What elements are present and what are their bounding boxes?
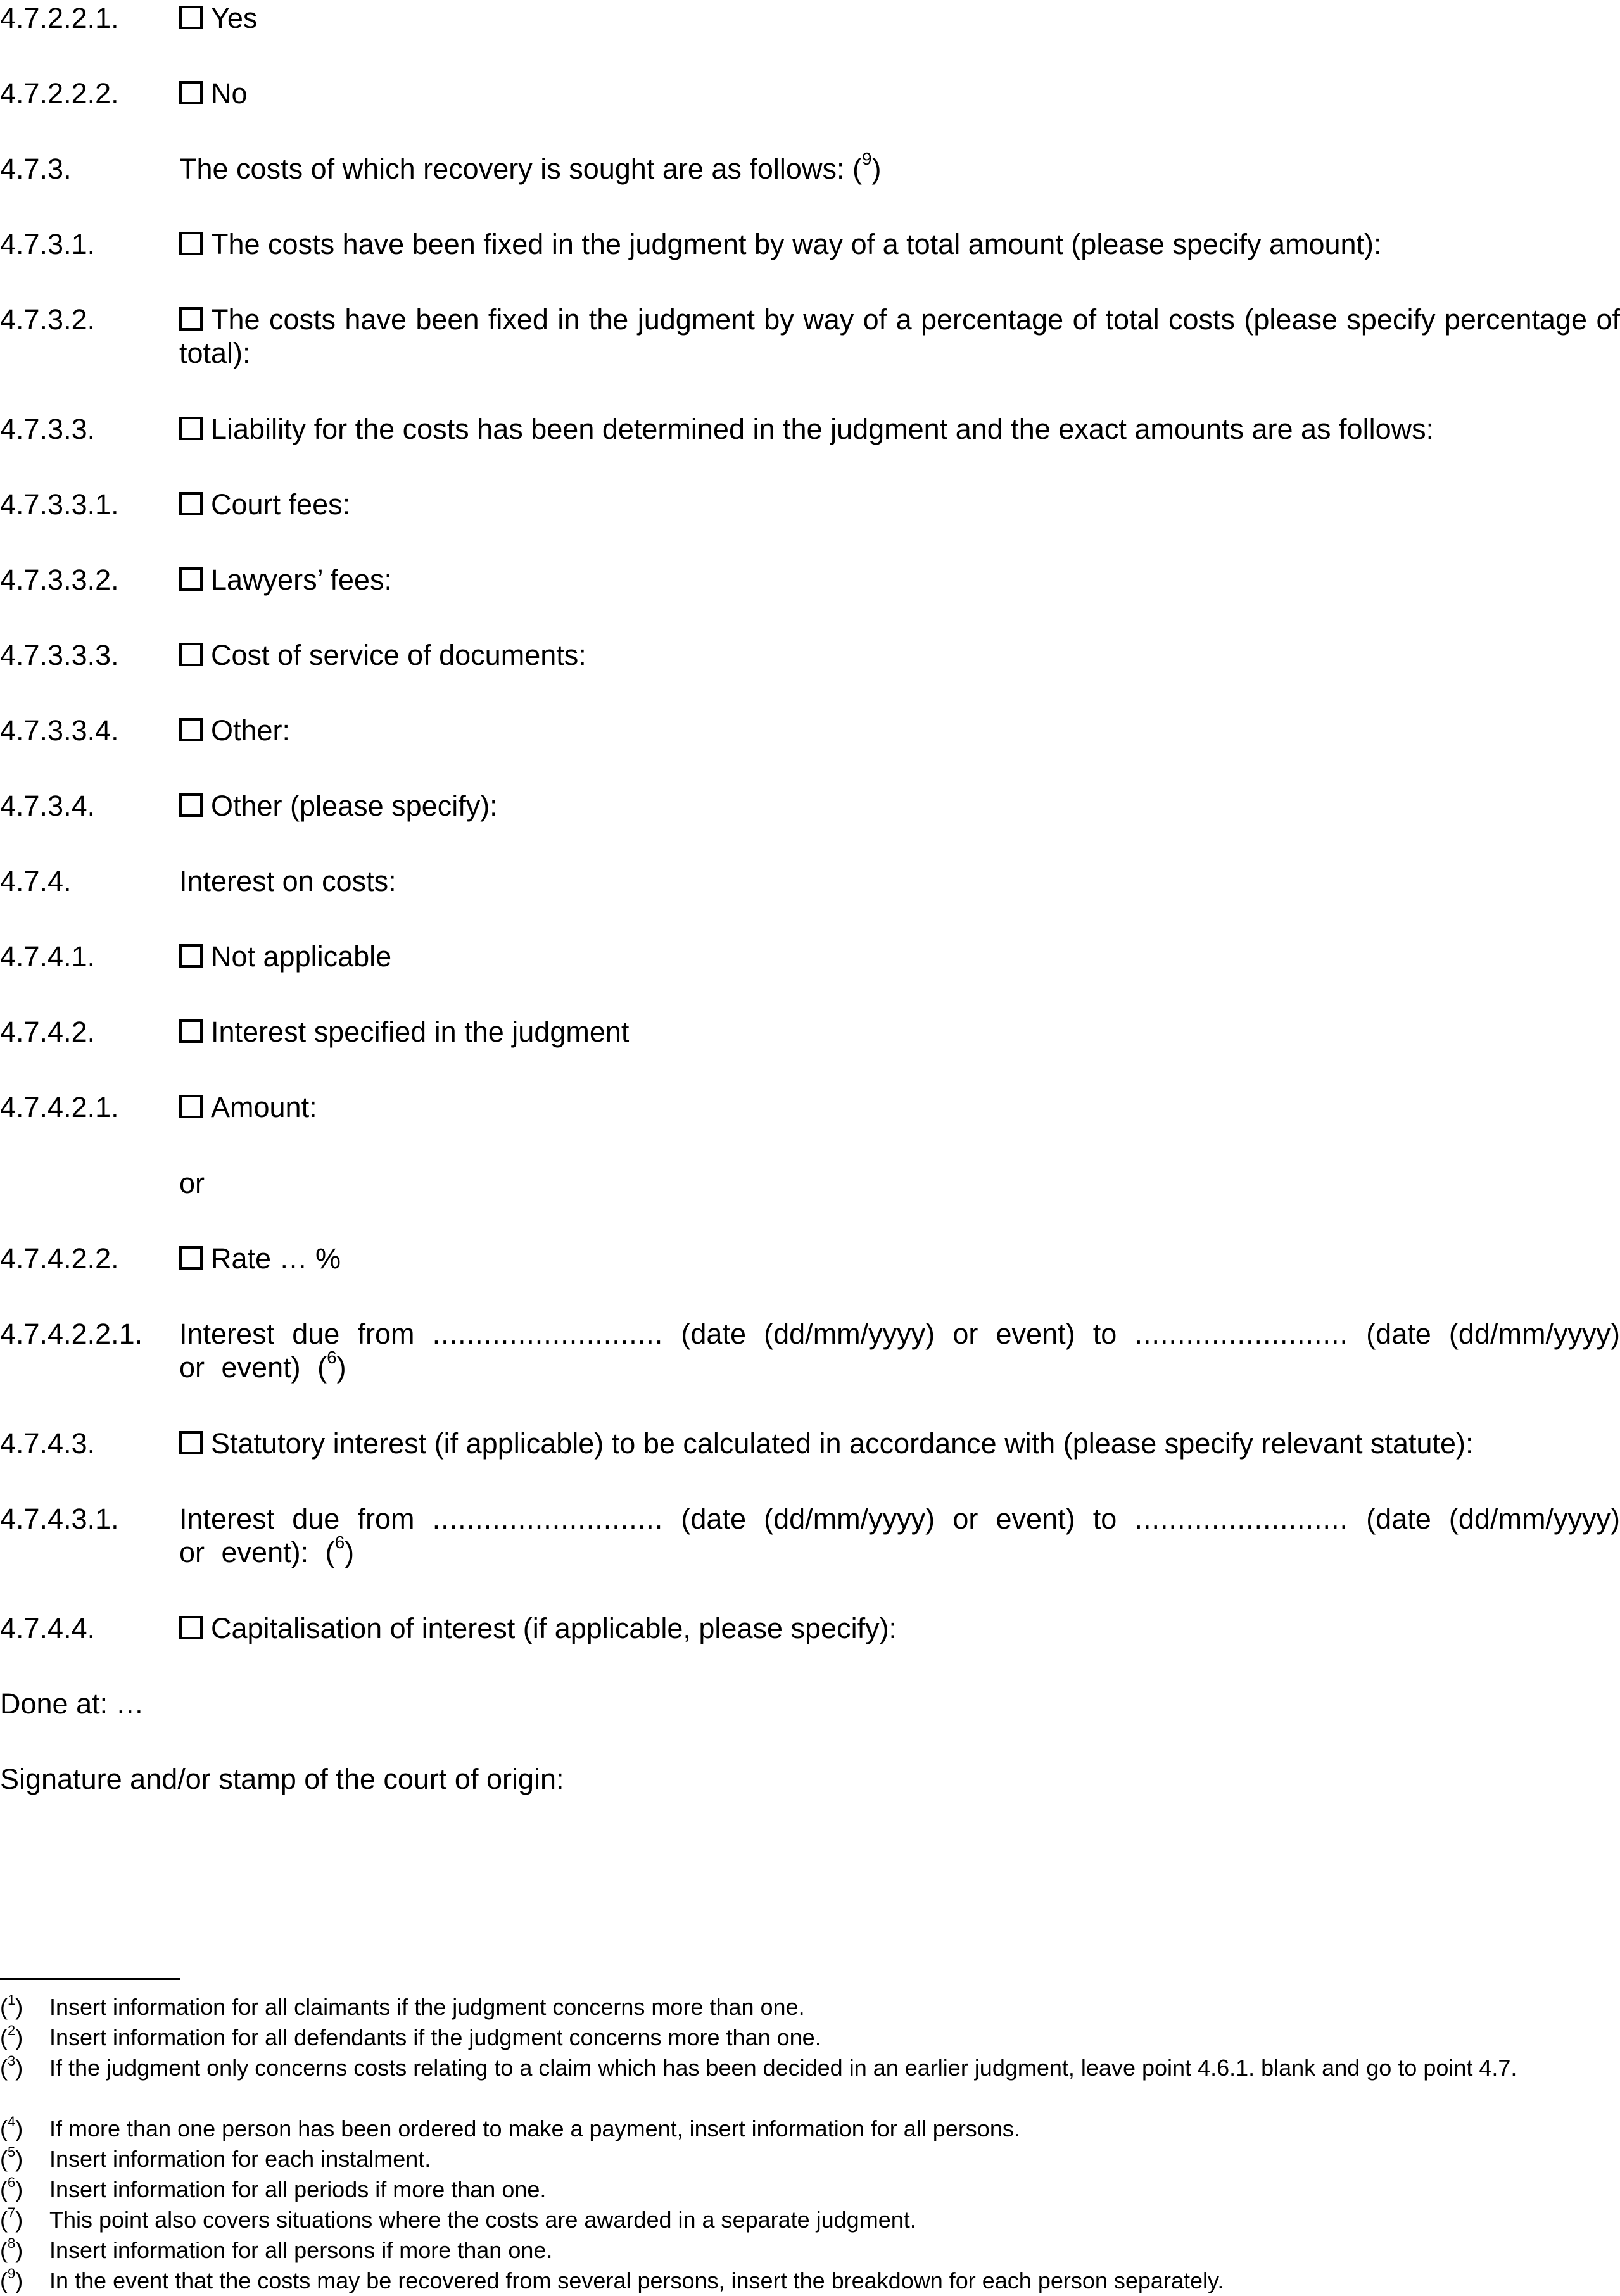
item-text: The costs have been fixed in the judgment by way of a percentage of total costs (please specify percentage of total): — [179, 303, 1620, 369]
footnote-mark: ($^4$) — [0, 2114, 23, 2141]
footnote-ref[interactable]: 6 — [334, 1532, 345, 1552]
item-text: Interest specified in the judgment — [211, 1016, 630, 1048]
footnote-mark: ($^6$) — [0, 2174, 23, 2202]
footnote-mark: ($^9$) — [0, 2266, 23, 2293]
item-number: 4.7.3.4. — [0, 790, 96, 822]
footnote-mark: ($^1$) — [0, 1992, 23, 2020]
item-number: 4.7.3. — [0, 153, 72, 185]
date-from-blank[interactable]: ........................... — [432, 1503, 664, 1535]
item-text: Amount: — [211, 1091, 317, 1123]
footnote-mark: ($^3$) — [0, 2053, 23, 2081]
footnote-separator — [0, 1978, 180, 1980]
item-text: Other (please specify): — [211, 790, 498, 822]
checkbox-other[interactable] — [179, 718, 203, 741]
checkbox-yes[interactable] — [179, 6, 203, 29]
checkbox-not-applicable[interactable] — [179, 944, 203, 968]
footnote-mark: ($^5$) — [0, 2144, 23, 2172]
item-text: Cost of service of documents: — [211, 639, 586, 671]
item-text: No — [211, 77, 248, 110]
item-text: Capitalisation of interest (if applicable, please specify): — [211, 1612, 897, 1644]
date-from-blank[interactable]: ........................... — [432, 1318, 664, 1350]
item-text: Yes — [211, 2, 258, 34]
checkbox-other-specify[interactable] — [179, 793, 203, 817]
item-number: 4.7.3.3. — [0, 413, 96, 445]
checkbox-amount[interactable] — [179, 1095, 203, 1118]
footnote-text: Insert information for all persons if more than one. — [49, 2237, 553, 2263]
item-number: 4.7.3.3.1. — [0, 488, 119, 520]
paren-close: ) — [871, 153, 882, 185]
item-number: 4.7.4. — [0, 865, 72, 897]
footnote-text: Insert information for all claimants if the judgment concerns more than one. — [49, 1994, 805, 2020]
checkbox-liability[interactable] — [179, 417, 203, 440]
item-number: 4.7.4.1. — [0, 940, 96, 973]
done-at-text: Done at: … — [0, 1687, 144, 1720]
footnote-text: This point also covers situations where the costs are awarded in a separate judgment. — [49, 2207, 916, 2233]
item-text: Interest due from — [179, 1503, 415, 1535]
footnote-text: Insert information for all defendants if the judgment concerns more than one. — [49, 2024, 821, 2050]
footnote-text: Insert information for each instalment. — [49, 2146, 431, 2172]
item-text: Other: — [211, 714, 291, 747]
footnote-text: Insert information for all periods if more than one. — [49, 2176, 547, 2202]
footnote-text: In the event that the costs may be recovered from several persons, insert the breakdown for each person separately. — [49, 2268, 1224, 2293]
footnote-text: If the judgment only concerns costs relating to a claim which has been decided in an earlier judgment, leave point 4.6.1. blank and go to point 4.7. — [49, 2055, 1517, 2081]
item-number: 4.7.4.2.1. — [0, 1091, 119, 1123]
item-text: The costs have been fixed in the judgment by way of a total amount (please specify amount): — [211, 228, 1382, 260]
item-number: 4.7.3.3.4. — [0, 714, 119, 747]
item-number: 4.7.4.2.2. — [0, 1242, 119, 1275]
item-end-text: (date (dd/mm/yyyy) or event) ( — [179, 1318, 1620, 1384]
item-text: Interest due from — [179, 1318, 415, 1350]
checkbox-rate[interactable] — [179, 1246, 203, 1270]
item-text: Court fees: — [211, 488, 351, 520]
checkbox-service-cost[interactable] — [179, 643, 203, 666]
checkbox-statutory-interest[interactable] — [179, 1431, 203, 1454]
item-number: 4.7.4.2.2.1. — [0, 1318, 143, 1350]
checkbox-capitalisation[interactable] — [179, 1616, 203, 1639]
item-end-text: (date (dd/mm/yyyy) or event): ( — [179, 1503, 1620, 1568]
date-to-blank[interactable]: ......................... — [1134, 1318, 1349, 1350]
paren-close: ) — [345, 1536, 355, 1568]
item-text: Liability for the costs has been determined in the judgment and the exact amounts are as follows: — [211, 413, 1434, 445]
item-text: Rate … % — [211, 1242, 341, 1275]
footnote-ref[interactable]: 6 — [327, 1347, 337, 1367]
checkbox-lawyers-fees[interactable] — [179, 567, 203, 591]
paren-close: ) — [336, 1351, 346, 1384]
item-number: 4.7.3.1. — [0, 228, 96, 260]
item-mid-text: (date (dd/mm/yyyy) or event) to — [681, 1503, 1117, 1535]
item-number: 4.7.3.3.3. — [0, 639, 119, 671]
footnote-ref[interactable]: 9 — [861, 149, 872, 168]
item-text: The costs of which recovery is sought are as follows: ( — [179, 153, 862, 185]
item-number: 4.7.2.2.2. — [0, 77, 119, 110]
item-number: 4.7.4.4. — [0, 1612, 96, 1644]
item-text: Lawyers’ fees: — [211, 564, 392, 596]
item-number: 4.7.3.3.2. — [0, 564, 119, 596]
signature-text: Signature and/or stamp of the court of origin: — [0, 1763, 564, 1795]
item-number: 4.7.2.2.1. — [0, 2, 119, 34]
item-number: 4.7.4.3.1. — [0, 1503, 119, 1535]
checkbox-total-amount[interactable] — [179, 232, 203, 255]
item-text: Statutory interest (if applicable) to be calculated in accordance with (please specify relevant statute): — [211, 1427, 1474, 1460]
item-text: Interest on costs: — [179, 865, 396, 897]
item-number: 4.7.3.2. — [0, 303, 96, 336]
item-text: Not applicable — [211, 940, 392, 973]
or-text: or — [179, 1167, 205, 1199]
date-to-blank[interactable]: ......................... — [1134, 1503, 1349, 1535]
footnote-text: If more than one person has been ordered to make a payment, insert information for all persons. — [49, 2116, 1020, 2141]
checkbox-percentage[interactable] — [179, 307, 203, 331]
item-number: 4.7.4.2. — [0, 1016, 96, 1048]
footnote-mark: ($^7$) — [0, 2205, 23, 2233]
checkbox-court-fees[interactable] — [179, 492, 203, 515]
item-mid-text: (date (dd/mm/yyyy) or event) to — [681, 1318, 1117, 1350]
checkbox-interest-specified[interactable] — [179, 1019, 203, 1043]
footnote-mark: ($^8$) — [0, 2235, 23, 2263]
checkbox-no[interactable] — [179, 81, 203, 104]
footnote-mark: ($^2$) — [0, 2022, 23, 2050]
item-number: 4.7.4.3. — [0, 1427, 96, 1460]
